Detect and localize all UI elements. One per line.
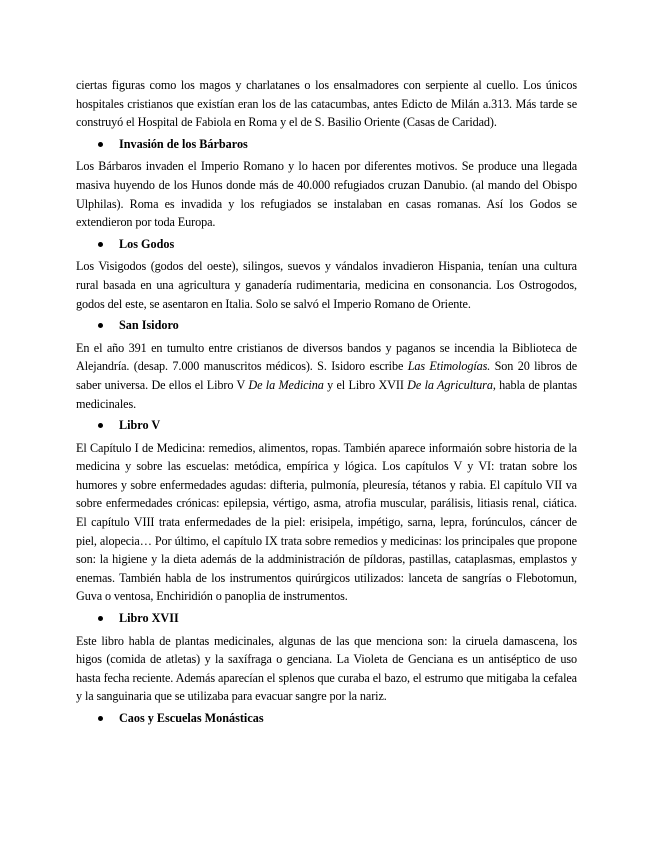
text-run: y el Libro XVII (323, 377, 408, 392)
paragraph-libro-v: El Capítulo I de Medicina: remedios, alimentos, ropas. También aparece informaión sobre historia de la medicina y sobre las escuelas: metódica, empírica y lógica. Los capítulos V y VI: tratan sobre los humores y sobre enfermedades agudas: difteria, pulmonía, pleuresía, tétanos y rabia. El capítulo VII va sobre enfermedades crónicas: epilepsia, vértigo, asma, atrofia muscular, parálisis, litiasis renal, ciática. El capítulo VIII trata enfermedades de la piel: erisipela, impétigo, sarna, lepra, forúnculos, cáncer de piel, alopecia… Por último, el capítulo IX trata sobre remedios y medicinas: los principales que propone son: la higiene y la dieta además de la addministración de píldoras, pastillas, cataplasmas, emplastos y enemas. También habla de los instrumentos quirúrgicos utilizados: lanceta de sangrías o Flebotomun, Guva o ventosa, Enchiridión o panoplia de instrumentos. (76, 440, 577, 604)
bullet-icon (98, 423, 103, 428)
paragraph-hospitals: ciertas figuras como los magos y charlatanes o los ensalmadores con serpiente al cuello. Los únicos hospitales cristianos que existían eran los de las catacumbas, antes Edicto de Milán a.313. Más tarde se construyó el Hospital de Fabiola en Roma y el de S. Basilio Oriente (Casas de Caridad). (76, 78, 577, 130)
heading-text: Los Godos (119, 236, 175, 251)
heading-los-godos (76, 235, 577, 254)
title-etimologias: Las Etimologías. (407, 359, 491, 374)
heading-text: Caos y Escuelas Monásticas (119, 710, 264, 725)
paragraph-libro-xvii: Este libro habla de plantas medicinales, algunas de las que menciona son: la ciruela damascena, los higos (comida de atletas) y la saxífraga o genciana. La Violeta de Genciana es un antiséptico de uso hasta fecha reciente. Además aparecían el splenos que curaba el bazo, el estrumo que mitigaba la cefalea y la sanguinaria que se utilizaba para evacuar sangre por la nariz. (76, 633, 577, 704)
bullet-icon (98, 142, 103, 147)
bullet-icon (98, 616, 103, 621)
bullet-icon (98, 242, 103, 247)
text-run: , habla de plantas medicinales. (76, 377, 577, 411)
title-de-la-medicina: De la Medicina (248, 377, 324, 392)
heading-libro-v (76, 416, 577, 435)
text-run: En el año 391 en tumulto entre cristianos de diversos bandos y paganos se incendia la Biblioteca de Alejandría. (desap. 7.000 manuscritos médicos). S. Isidoro escribe (76, 340, 577, 374)
heading-text: Invasión de los Bárbaros (119, 136, 248, 151)
title-de-la-agricultura: De la Agricultura (407, 377, 493, 392)
heading-san-isidoro (76, 316, 577, 335)
heading-text: San Isidoro (119, 317, 179, 332)
paragraph-godos: Los Visigodos (godos del oeste), silingos, suevos y vándalos invadieron Hispania, tenían una cultura rural basada en una agricultura y ganadería rudimentaria, medicina en consonancia. Los Ostrogodos, godos del este, se asentaron en Italia. Solo se salvó el Imperio Romano de Oriente. (76, 259, 577, 311)
paragraph-barbaros: Los Bárbaros invaden el Imperio Romano y lo hacen por diferentes motivos. Se produce una llegada masiva huyendo de los Hunos donde más de 40.000 refugiados cruzan Danubio. (al mando del Obispo Ulphilas). Roma es invadida y los refugiados se instalaban en casas romanas. Así los Godos se extendieron por toda Europa. (76, 159, 577, 230)
heading-invasion-barbaros (76, 135, 577, 154)
heading-caos-escuelas (76, 709, 577, 728)
paragraph-san-isidoro (76, 339, 577, 413)
bullet-icon (98, 716, 103, 721)
heading-libro-xvii (76, 609, 577, 628)
bullet-icon (98, 323, 103, 328)
text-run: Son 20 libros de saber universa. De ellos el Libro V (76, 359, 577, 392)
heading-text: Libro XVII (119, 610, 179, 625)
heading-text: Libro V (119, 417, 161, 432)
